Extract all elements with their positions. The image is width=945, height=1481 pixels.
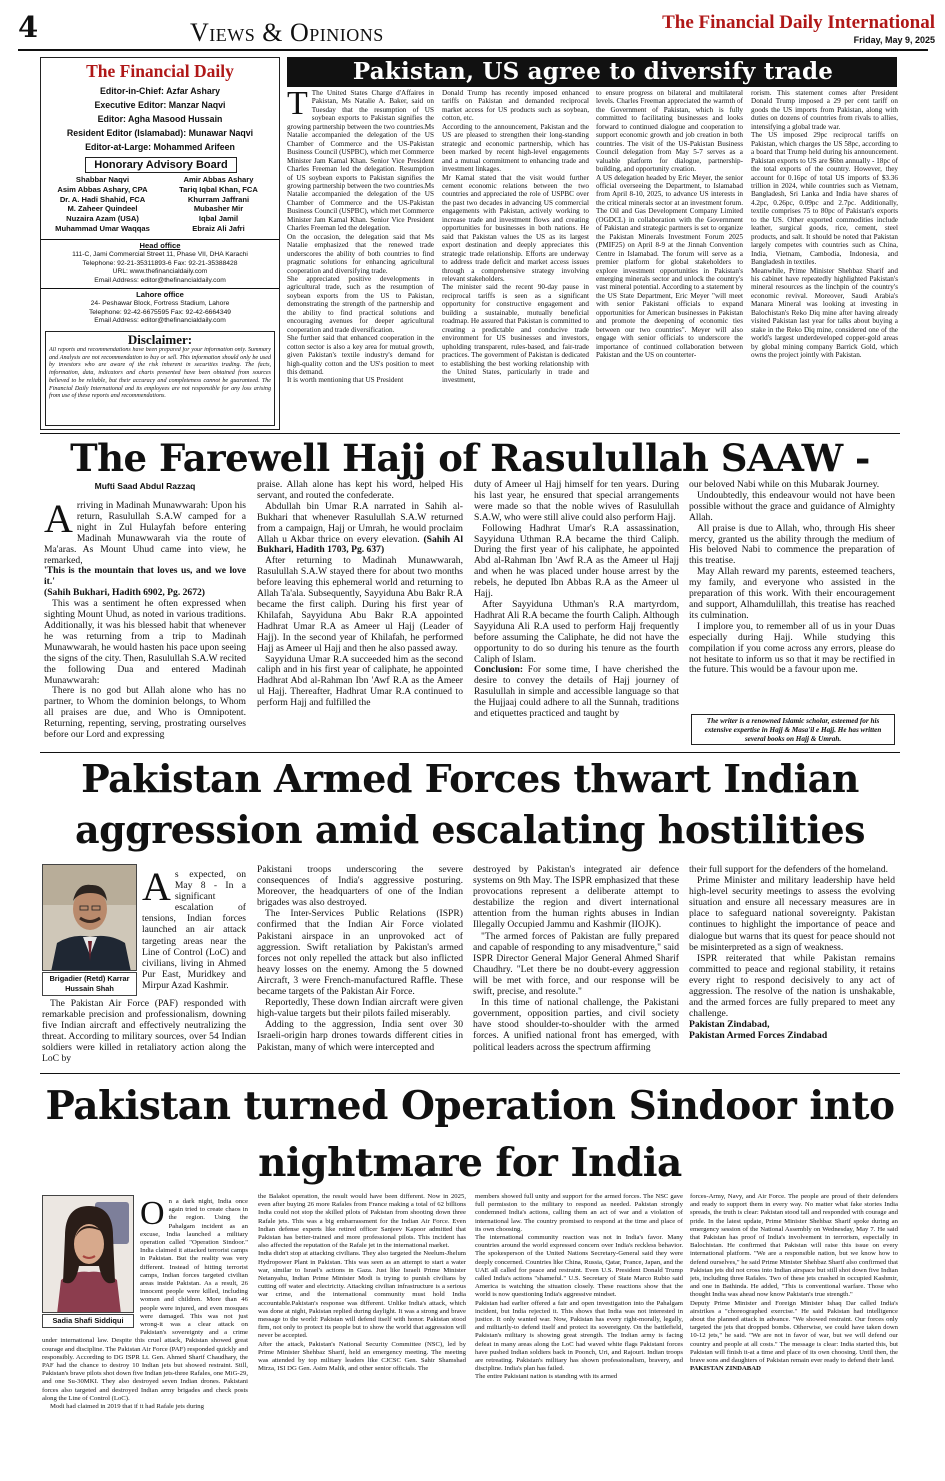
article1-text: to ensure progress on bilateral and multilateral levels. Charles Freeman appreciated the warmth of the Government of Pakistan, which is fully committed to facilitating businesses and looks forward to continued dialogue and cooperation to support economic growth and job creation in both countries. The visit of the US-Pakistan Business Council delegation from May 5-7 serves as a valuable platform for dialogue, partnership-building, and opportunity creation. A US delegation headed by Eric Meyer, the senior official overseeing the Department, to Islamabad from April 8-10, 2025, to advance US interests in the critical minerals sector at an investment forum. The Oil and Gas Development Company Limited (OGDCL) in collaboration with the Government of Pakistan and strategic partners is set to organize the Pakistan Minerals Investment Forum 2025 (PMIF25) on April 8-9 at the Jinnah Convention Centre in Islamabad. The forum will serve as a premier platform for global stakeholders to explore investment opportunities in Pakistan's emerging minerals sector and unlock the country's vast mineral potential. According to a statement by the US State Department, Eric Meyer "will meet with senior Pakistani officials to expand opportunities for American businesses in Pakistan and promote the deepening of economic ties between our two countries". Meyer will also engage with senior officials to underscore the importance of continued collaboration between Pakistan and the US on counterter-	[596, 89, 743, 360]
article2-paragraph: Following Hadhrat Umar's R.A assassination, Sayyiduna Uthman R.A became the third Caliph. During the first year of his caliphate, he appointed Abd al-Rahman Ibn 'Awf R.A as the Ameer ul Hajj and when he was placed under house arrest by the rebels, he deputed Ibn Abbas R.A as the Ameer ul Hajj.	[474, 522, 679, 600]
author-photo-caption: Sadia Shafi Siddiqui	[42, 1314, 134, 1328]
article2-author-note: The writer is a renowned Islamic scholar, esteemed for his extensive expertise in Hajj & Masa'il e Hajj. He has written several books on Hajj & Umrah.	[691, 714, 895, 745]
article2-paragraph: our beloved Nabi while on this Mubarak Journey.	[689, 480, 880, 490]
article2-reference: (Sahih Bukhari, Hadith 6902, Pg. 2672)	[44, 587, 205, 599]
staff-line: Editor-in-Chief: Azfar Ashary	[99, 86, 221, 96]
article4-text: members showed full unity and support for the armed forces. The NSC gave full permission to the military to respond as needed. Pakistan strongly condemned India's actions, calling them an act of war and a violation of international law. The country promised to respond at the time and place of its own choosing. The international community reaction was not in India's favor. Many countries around the world expressed concern over India's reckless behavior. The spokesperson of the United Nations Secretary-General said they were deeply concerned. Countries like China, Russia, Qatar, France, Japan, and the UAE all called for peace and restraint. Even U.S. President Donald Trump called India's actions "shameful." U.S. Secretary of State Marco Rubio said America is watching the situation closely. These reactions show that the world is now questioning India's aggressive mindset. Pakistan had earlier offered a fair and open investigation into the Pahalgam incident, but India rejected it. This shows that India was not interested in justice. It only wanted war. Now, Pakistan has every right-morally, legally, and militarily-to defend itself and protect its sovereignty. On the battlefield, Pakistan's military is showing great strength. The Indian army is facing defeat in many areas along the LoC had waved white flags Pakistani forces have pushed Indian soldiers back in Poonch, Uri, and Rajouri. Indian troops are retreating. Pakistan's military has shown professionalism, bravery, and discipline. India's plan has failed. The entire Pakistani nation is standing with its armed	[475, 1193, 683, 1381]
article2-paragraph: I implore you, to remember all of us in your Duas especially during Hajj. While studying this compilation if you come across any errors, please do not hesitate to inform us so that it may be rectified in the future. This would be a favour upon me.	[689, 620, 895, 676]
board-member: Amir Abbas Ashary	[183, 175, 254, 184]
header-date: Friday, May 9, 2025	[853, 35, 935, 45]
office-line: 24- Peshawar Block, Fortress Stadium, Lahore	[90, 300, 230, 307]
article2-paragraph: May Allah reward my parents, esteemed teachers, my family, and everyone who assisted in the preparation of this work. With their encouragement and support, Alhamdulillah, this treatise has reached its culmination.	[689, 566, 895, 621]
disclaimer-text: All reports and recommendations have been prepared for your information only. Summary and Analysis are not recommendation to buy or sell. This information should only be used by investors who are aware of the risk inherent in securities trading. The facts, information, data, indicators and charts presented have been obtained from sources believed to be reliable, but their accuracy and completeness cannot be guaranteed. The Financial Daily International and its employees are not responsible for any loss arising from use of these reports and recommendations.	[49, 347, 271, 400]
page-number: 4	[18, 10, 39, 44]
article2-headline: The Farewell Hajj of Rasulullah SAAW -	[70, 436, 870, 480]
article3-signoff: Pakistan Armed Forces Zindabad	[689, 1030, 828, 1042]
staff-list	[45, 84, 275, 154]
article4-headline-line-2: nightmare for India	[258, 1140, 682, 1186]
article1-column-2	[442, 89, 589, 425]
article1-column-4	[751, 89, 898, 425]
board-member: M. Zaheer Quindeel	[67, 204, 138, 214]
advisory-board-right	[161, 175, 276, 237]
board-member: Muhammad Umar Waqqas	[55, 223, 150, 233]
article2-paragraph: Undoubtedly, this endeavour would not have been possible without the grace and guidance of Almighty Allah.	[689, 489, 895, 523]
article2-column-1	[44, 480, 246, 748]
office-line: Email Address: editor@thefinancialdaily.com	[94, 317, 226, 325]
article3-column-4	[689, 864, 895, 1068]
board-member: Dr. A. Hadi Shahid, FCA	[59, 194, 146, 204]
advisory-board-left	[45, 175, 160, 237]
section-rule	[40, 752, 900, 753]
board-member: Shabbar Naqvi	[75, 175, 130, 184]
article3-paragraph: Adding to the aggression, India sent over 30 Israeli-origin harp drones towards different cities in Pakistan, many of which were intercepted and	[257, 1019, 463, 1053]
lahore-office-details	[45, 300, 275, 328]
article3-paragraph: Pakistani troops underscoring the severe consequences of India's aggressive posturing. Moreover, the headquarters of one of the Indian brigades was also destroyed.	[257, 864, 463, 909]
article2-column-2	[257, 480, 463, 748]
article3-paragraph: In this time of national challenge, the Pakistani government, opposition parties, and civil society have stood shoulder-to-shoulder with the armed forces. A unified national front has emerged, with political leaders across the spectrum affirming	[473, 997, 679, 1053]
article1-headline-bar	[287, 57, 897, 87]
article4-column-4	[690, 1193, 898, 1479]
board-member: Asim Abbas Ashary, CPA	[57, 184, 148, 194]
article4-column-2	[258, 1193, 466, 1479]
article3-dropcap: A	[142, 869, 171, 909]
article2-text: For some time, I have cherished the desire to convey the details of Hajj journey of Rasulullah in simple and accessible language so that the Hujjaaj could adhere to all the Sunnah, traditions and etiquettes practiced and taught by	[474, 664, 679, 720]
article2-conclusion-label: Conclusion:	[474, 664, 524, 676]
article2-paragraph: This was a sentiment he often expressed when sighting Mount Uhud, as noted in various traditions. Additionally, it was his blessed habit that whenever he was returning from a trip to Madinah Munawwarah, he would hasten his pace upon seeing the signs of the city. Then, Rasulullah S.A.W recited the following Dua and entered Madinah Munawwarah:	[44, 598, 246, 686]
article3-column-3	[473, 864, 679, 1068]
masthead-paper-name: The Financial Daily	[86, 61, 234, 81]
article3-headline-line-1: Pakistan Armed Forces thwart Indian	[81, 756, 859, 801]
head-office-title: Head office	[139, 241, 181, 250]
article3-headline-line-2: aggression amid escalating hostilities	[74, 807, 866, 852]
article4-headline-line-1: Pakistan turned Operation Sindoor into	[45, 1083, 895, 1129]
section-title: Views & Opinions	[190, 18, 384, 47]
disclaimer-box	[45, 331, 275, 426]
article4-paragraph: Modi had claimed in 2019 that if it had Rafale jets during	[50, 1403, 204, 1411]
article2-paragraph: duty of Ameer ul Hajj himself for ten years. During his last year, he ensured that special arrangements were made so that the noble wives of Rasulullah S.A.W, who were still alive could also perform Hajj.	[474, 480, 679, 523]
article1-headline: Pakistan, US agree to diversify trade	[352, 58, 834, 85]
article4-text: forces-Army, Navy, and Air Force. The people are proud of their defenders and ready to support them in every way. No matter what fake stories India spreads, the truth is clear: Pakistan stood tall and responded with courage and pride. In the latest update, Prime Minister Shehbaz Sharif spoke during an emergency session of the National Assembly on Wednesday, May 7. He said that Pakistan has proof of India's involvement in terrorism, especially in Balochistan. He confirmed that Pakistan will raise this issue on every international platform. "We are a responsible nation, but we know how to defend ourselves," he said Prime Minister Shehbaz Sharif also confirmed that Pakistan jets did not cross into Indian airspace but still shot down five Indian jets, including three Rafales. Two of these jets crashed in occupied Kashmir, and one in Bathinda. He added, "This is conventional warfare. Those who thought India was ahead now know Pakistan's true strength." Deputy Prime Minister and Foreign Minister Ishaq Dar called India's airstrikes a "choreographed exercise." He said Pakistan had intelligence about the planned attack in advance. "We showed restraint. Our forces only targeted the jets that dropped bombs. Otherwise, we could have taken down 10-12 jets," he said. "We are not in favor of war, but we will defend our country and people at all costs." The message is clear: India started this, but Pakistan will finish it-at a time and place of its own choosing. Until then, the brave sons and daughters of Pakistan remain ever ready to defend their land.	[690, 1193, 898, 1365]
article2-paragraph: There is no god but Allah alone who has no partner, to Whom the dominion belongs, to Whom all praises are due, and Who is Omnipotent. Returning, repenting, serving, prostrating ourselves before our Lord and expressing	[44, 685, 246, 741]
board-member: Iqbal Jamil	[198, 214, 239, 224]
article3-paragraph: The Pakistan Air Force (PAF) responded with remarkable precision and professionalism, downing five Indian aircraft and effectively neutralizing the threat. According to military sources, over 54 Indian soldiers were killed in retaliatory action along the LoC by	[42, 998, 246, 1065]
staff-line: Executive Editor: Manzar Naqvi	[94, 100, 226, 110]
header-paper-name: The Financial Daily International	[662, 12, 935, 33]
office-line: Telephone: 92-42-6675595 Fax: 92-42-6664349	[88, 308, 232, 316]
staff-line: Editor-at-Large: Mohammed Arifeen	[85, 142, 235, 152]
masthead-divider	[41, 288, 279, 289]
article3-paragraph: ISPR reiterated that while Pakistan remains committed to peace and regional stability, it retains every right to respond decisively to any act of aggression. The resolve of the nation is unshakable, and the armed forces are fully prepared to meet any challenge.	[689, 952, 895, 1020]
article3-paragraph: "The armed forces of Pakistan are fully prepared and capable of responding to any misadventure," said ISPR Director General Major General Ahmed Sharif Chaudhry. "Let there be no doubt-every aggression will be met with force, and our response will be swift, precise, and resolute."	[473, 930, 679, 998]
article2-reference: (Sahih Al Bukhari, Hadith 1703, Pg. 637)	[257, 533, 463, 556]
staff-line: Editor: Agha Masood Hussain	[97, 114, 223, 124]
article3-paragraph: The Inter-Services Public Relations (ISPR) confirmed that the Indian Air Force violated Pakistani airspace in an unprovoked act of aggression. Swift retaliation by Pakistan's armed forces not only repelled the attack but also inflicted heavy losses on the enemy. Among the 5 downed Aircraft, 3 were French-manufactured Raffle. These became targets of the Pakistan Air Force.	[257, 908, 463, 998]
board-member: Ebraiz Ali Jafri	[192, 223, 245, 233]
article1-column-3	[596, 89, 743, 425]
board-member: Tariq Iqbal Khan, FCA	[179, 184, 258, 194]
article3-signoff: Pakistan Zindabad,	[689, 1019, 770, 1031]
article3-column-1-wide	[42, 998, 246, 1068]
section-rule	[40, 433, 900, 434]
article2-paragraph: Sayyiduna Umar R.A succeeded him as the second caliph and in his first year of caliphate, he appointed Hadhrat Abd al-Rahman Ibn 'Awf R.A as the Ameer ul Hajj. Thereafter, Hadhrat Umar R.A continued to perform Hajj and fulfilled the	[257, 653, 463, 709]
article3-text: s expected, on May 8 - In a significant escalation of tensions, Indian forces launched an air attack targeting areas near the Line of Control (LoC) and civilians, living in Ahmed Pur East, Muridkey and Mirpur Azad Kashmir.	[142, 869, 246, 991]
advisory-board-title: Honorary Advisory Board	[85, 157, 237, 173]
office-line: URL: www.thefinancialdaily.com	[112, 268, 208, 276]
article2-text: Abdullah bin Umar R.A narrated in Sahih al-Bukhari that whenever Rasulullah S.A.W returned from a campaign, Hajj or Umrah, he would proclaim Allah u Akbar thrice on every elevation.	[257, 500, 463, 545]
article3-paragraph: Reportedly, These down Indian aircraft were given high-value targets but their pilots failed miserably.	[257, 997, 463, 1020]
author-portrait-image	[43, 865, 137, 971]
office-line: Email Address: editor@thefinancialdaily.com	[94, 277, 226, 285]
masthead-box	[40, 57, 280, 430]
article2-quote: 'This is the mountain that loves us, and we love it.'	[44, 565, 246, 588]
photo-spacer	[42, 1198, 140, 1331]
article4-column-3	[475, 1193, 683, 1479]
section-rule	[40, 1073, 900, 1074]
article3-column-1-narrow	[142, 869, 246, 999]
article3-paragraph: destroyed by Pakistan's integrated air defence systems on 9th May. The ISPR emphasized that these provocations represent a deliberate attempt to destabilize the region and divert international attention from the human rights abuses in Indian Illegally Occupied Jammu and Kashmir (IIOJK).	[473, 864, 679, 931]
article2-paragraph: After returning to Madinah Munawwarah, Rasulullah S.A.W stayed there for about two months before leaving this ephemeral world and returning to Allah Ta'ala. Subsequently, Sayyiduna Abu Bakr R.A became the first caliph. During his first year of Khilafah, Sayyiduna Abu Bakr R.A appointed Hadhrat Umar R.A as Ameer ul Hajj (Leader of Hajj). In the second year of Khilafah, he performed Hajj as Ameer ul Hajj and then he also passed away.	[257, 555, 463, 654]
article2-column-3	[474, 480, 679, 748]
office-line: 111-C, Jami Commercial Street 11, Phase VII, DHA Karachi	[72, 251, 248, 258]
board-member: Mubasher Mir	[193, 204, 244, 214]
author-photo	[42, 864, 137, 971]
masthead-divider	[41, 239, 279, 240]
lahore-office-title: Lahore office	[136, 290, 184, 299]
author-photo-caption: Brigadier (Retd) Karrar Hussain Shah	[42, 972, 137, 996]
article2-text: rriving in Madinah Munawwarah: Upon his return, Rasulullah S.A.W camped for a night in Zul Hulayfah before entering Madinah Munawwarah via the route of Ma'aras. As Mount Uhud came into view, he remarked,	[44, 500, 246, 566]
article2-paragraph	[474, 665, 679, 720]
article2-paragraph: praise. Allah alone has kept his word, helped His servant, and routed the confederate.	[257, 480, 463, 501]
article4-signoff: PAKISTAN ZINDABAD	[690, 1365, 761, 1373]
article4-column-1	[42, 1198, 248, 1479]
article1-dropcap: T	[287, 89, 308, 122]
office-line: Telephone: 92-21-35311893-6 Fax: 92-21-35388428	[82, 259, 238, 267]
disclaimer-title: Disclaimer:	[127, 333, 193, 347]
article4-text: n a dark night, India once again tried to create chaos in the region. Using the Pahalgam incident as an excuse, India launched a military operation called "Operation Sindoor." India claimed it attacked terrorist camps in Pakistan. But the reality was very different. Instead of hitting terrorist camps, Indian forces targeted civilian areas inside Pakistan. As a result, 26 innocent people were killed, including women and children. More than 46 people were injured, and even mosques were damaged. This was not just wrong-it was a clear attack on Pakistan's sovereignty and a crime under international law. Despite this cruel attack, Pakistan showed great courage and discipline. The Pakistan Air Force (PAF) responded quickly and responsibly. According to DG ISPR Lt. Gen. Ahmed Sharif Chaudhary, the PAF had the chance to destroy 10 Indian jets but showed restraint. Still, Pakistan's brave pilots shot down five Indian jets-three Rafales, one MiG-29, and one Su-30MKI. They also destroyed seven Indian drones. Pakistani forces also targeted and destroyed Indian army brigades and check posts along the Line of Control (LoC).	[42, 1198, 248, 1402]
article4-dropcap: O	[140, 1198, 165, 1232]
staff-line: Resident Editor (Islamabad): Munawar Naqvi	[66, 128, 254, 138]
article3-paragraph: their full support for the defenders of the homeland.	[689, 864, 889, 875]
article1-text: The United States Charge d'Affaires in Pakistan, Ms Natalie A. Baker, said on Tuesday that the resumption of US soybean exports to Pakistan signifies the growing partnership between the two countries.Ms Natalie accompanied the delegation of the US Chamber of Commerce and the US-Pakistan Business Council (USPBC), which met Commerce Minister Jam Kamal Khan. Senior Vice President Charles Freeman led the delegation. Resumption of US soybean exports to Pakistan signifies the growing partnership between the two countries.Ms Natalie accompanied the delegation of the US Chamber of Commerce and the US-Pakistan Business Council (USPBC), which met Commerce Minister Jam Kamal Khan. Senior Vice President Charles Freeman led the delegation. On the occasion, the delegation said that Ms Natalie emphasized that the renewed trade underscores the ability of both countries to find pragmatic solutions for enhancing agricultural cooperation and diversifying trade. She appreciated positive developments in agricultural trade, such as the resumption of soybean exports from the US to Pakistan, demonstrating the strength of the partnership and the ability to find practical solutions and encouraging avenues for deeper agricultural cooperation and trade diversification. She further said that enhanced cooperation in the cotton sector is also a key area for mutual growth, given Pakistan's textile industry's demand for high-quality cotton and the US's position to meet this demand. It is worth mentioning that US President	[287, 89, 434, 385]
header-rule	[18, 49, 928, 51]
article4-text: the Balakot operation, the result would have been different. Now in 2025, even after buying 26 more Rafales from France making a total of 62 billions India could not stop the skilled pilots of Pakistan from shooting down three Rafale jets. This was a big embarrassment for the Indian Air Force. Even Indian defense experts like retired officer Sanjeev Kapoor admitted that Pakistan has better-trained and more professional pilots. This incident has also affected the reputation of the Rafale jet in the international market. India didn't stop at attacking civilians. They also targeted the Neelum-Jhelum Hydropower Plant in Pakistan. This was seen as an attempt to start a water war, similar to Israel's actions in Gaza. Just like Israeli Prime Minister Netanyahu, Indian Prime Minister Modi is trying to punish civilians by cutting off water and electricity. Attacking civilian infrastructure is a serious war crime, and the international community must hold India accountable.Pakistan's response was different. Unlike India's attack, which was done at night, Pakistan replied during daylight. It was a strong and brave message to the world: Pakistan will defend itself with honor. Pakistan stood firm, not only to protect its people but to show the world that aggression will never be accepted. After the attack, Pakistan's National Security Committee (NSC), led by Prime Minister Shehbaz Sharif, held an emergency meeting. The meeting was attended by top military leaders like CJCSC Gen. Sahir Shamshad Mirza, ISI DG Gen. Asim Malik, and other senior officials. The	[258, 1193, 466, 1373]
head-office-details	[45, 251, 275, 287]
article3-column-2	[257, 864, 463, 1068]
board-member: Nuzaira Azam (USA)	[66, 214, 139, 224]
article3-paragraph: Prime Minister and military leadership have held high-level security meetings to assess the evolving situation and ensure all necessary measures are in place to safeguard national sovereignty. Pakistan continues to highlight the importance of peace and dialogue but warns that its quest for peace should not be misinterpreted as a sign of weakness.	[689, 875, 895, 953]
article2-dropcap: A	[44, 496, 73, 541]
board-member: Khurram Jaffrani	[187, 194, 250, 204]
article2-byline: Mufti Saad Abdul Razzaq	[94, 481, 196, 491]
article1-text: rorism. This statement comes after President Donald Trump imposed a 29 per cent tariff on goods the US imports from Pakistan, along with duties on dozens of countries from rivals to allies, intensifying a global trade war. The US imposed 29pc reciprocal tariffs on Pakistan, which charges the US 58pc, according to a board that Trump held during his announcement. Pakistan exports to US are $6bn annually - 18pc of the total exports of the country. However, they account for 0.16pc of total US imports of $3.36 trillion in 2024, while countries such as Vietnam, Bangladesh, Sri Lanka and India have shares of 4.2pc, 0.26pc, 0.09pc and 2.7pc. Additionally, textile comprises 75 to 80pc of Pakistan's exports to the US. Other exported commodities include leather, surgical goods, rice, cement, steel products, and salt. It should be noted that Pakistan largely competes with countries such as China, India, Vietnam, Cambodia, Indonesia, and Bangladesh in textiles. Meanwhile, Prime Minister Shehbaz Sharif and his cabinet have repeatedly highlighted Pakistan's mineral resources as the linchpin of the country's economic revival. Moreover, Saudi Arabia's Manara Mineral was looking at investing in Balochistan's Reko Diq mine after having already visited Pakistan last year for talks about buying a stake in the Reko Diq mine, considered one of the world's largest underdeveloped copper-gold areas by global mining company Barrick Gold, which owns the project jointly with Pakistan.	[751, 89, 898, 360]
article2-paragraph	[257, 502, 463, 557]
article2-paragraph: After Sayyiduna Uthman's R.A martyrdom, Hadhrat Ali R.A became the fourth Caliph. Although Sayyiduna Ali R.A used to perform Hajj frequently before assuming the Caliphate, he did not have the opportunity to do so during his tenure as the fourth Caliph of Islam.	[474, 598, 679, 665]
article2-column-4	[689, 480, 895, 712]
article1-text: Donald Trump has recently imposed enhanced tariffs on Pakistan and demanded reciprocal market access for US products such as soybean, cotton, etc. According to the announcement, Pakistan and the US are pleased to strengthen their long-standing strategic and economic partnership, which has been marked by recent high-level engagements and a mutual commitment to enhancing trade and investment linkages. Mr Kamal stated that the visit would further cement economic relations between the two countries and appreciated the role of USPBC over the past two decades in advancing US commercial engagements with Pakistan, actively working to increase trade and investment flows and creating opportunities for businesses in both nations. He said that Pakistan values the US as its largest export destination and deeply appreciates this strategic trade relationship. Efforts are underway to address trade deficit and market access issues through a comprehensive strategy involving relevant stakeholders. The minister said the recent 90-day pause in reciprocal tariffs is seen as a significant opportunity for constructive engagement and building a sustainable, mutually beneficial roadmap. He assured that Pakistan is committed to creating a predictable and conducive trade environment for US businesses and investors, upholding transparent, rules-based, and fair-trade practices. The government of Pakistan is dedicated to establishing the best working relationship with the United States, particularly in trade and investment,	[442, 89, 589, 385]
article1-column-1	[287, 89, 434, 425]
article2-paragraph: All praise is due to Allah, who, through His sheer mercy, granted us the ability through the medium of His beloved Nabi to commence the preparation of this treatise.	[689, 522, 895, 567]
